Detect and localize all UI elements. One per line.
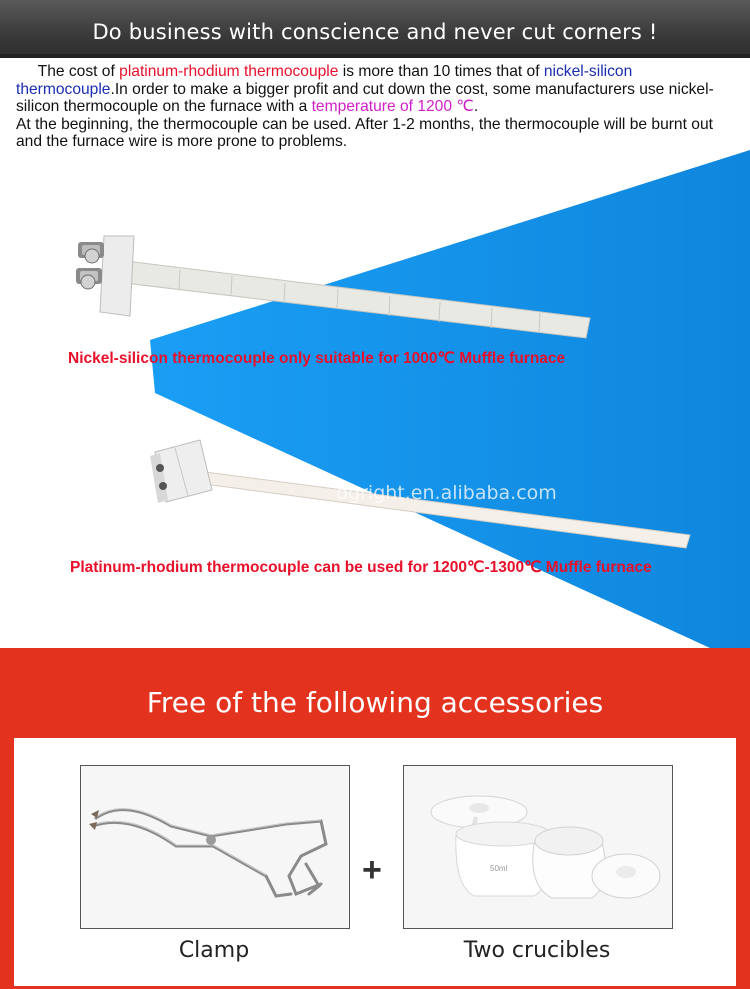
clamp-image	[80, 765, 350, 929]
crucibles-label: Two crucibles	[463, 938, 611, 963]
platinum-rhodium-caption: Platinum-rhodium thermocouple can be used for 1200℃-1300℃ Muffle furnace	[70, 559, 652, 576]
crucible-icon	[404, 766, 672, 928]
svg-text:50ml: 50ml	[490, 864, 508, 873]
crucibles-image	[403, 765, 673, 929]
platinum-rhodium-highlight: platinum-rhodium thermocouple	[119, 63, 339, 80]
accessories-title: Free of the following accessories	[146, 686, 604, 719]
intro-text-segment: The cost of	[37, 63, 120, 80]
intro-paragraph-2: At the beginning, the thermocouple can be used. After 1-2 months, the thermocouple will be burnt out and the furnace wire is more prone to problems.	[16, 115, 713, 150]
intro-text-segment: .In order to make a bigger profit and cut down the cost, some manufacturers use nickel-silicon thermocouple on the furnace with a	[16, 80, 714, 115]
nickel-silicon-highlight: nickel-silicon thermocouple	[16, 63, 633, 98]
banner-title: Do business with conscience and never cut corners !	[92, 20, 658, 44]
plus-sign: +	[362, 851, 382, 889]
temperature-highlight: temperature of 1200 ℃	[311, 98, 474, 115]
clamp-label: Clamp	[178, 938, 250, 963]
nickel-silicon-caption: Nickel-silicon thermocouple only suitable for 1000℃ Muffle furnace	[68, 350, 566, 367]
intro-text-segment: is more than 10 times that of	[338, 63, 544, 80]
clamp-icon	[81, 766, 349, 928]
intro-text-segment: .	[473, 98, 479, 115]
watermark: dgright.en.alibaba.com	[336, 482, 557, 504]
nickel-silicon-thermocouple-image	[76, 236, 590, 338]
